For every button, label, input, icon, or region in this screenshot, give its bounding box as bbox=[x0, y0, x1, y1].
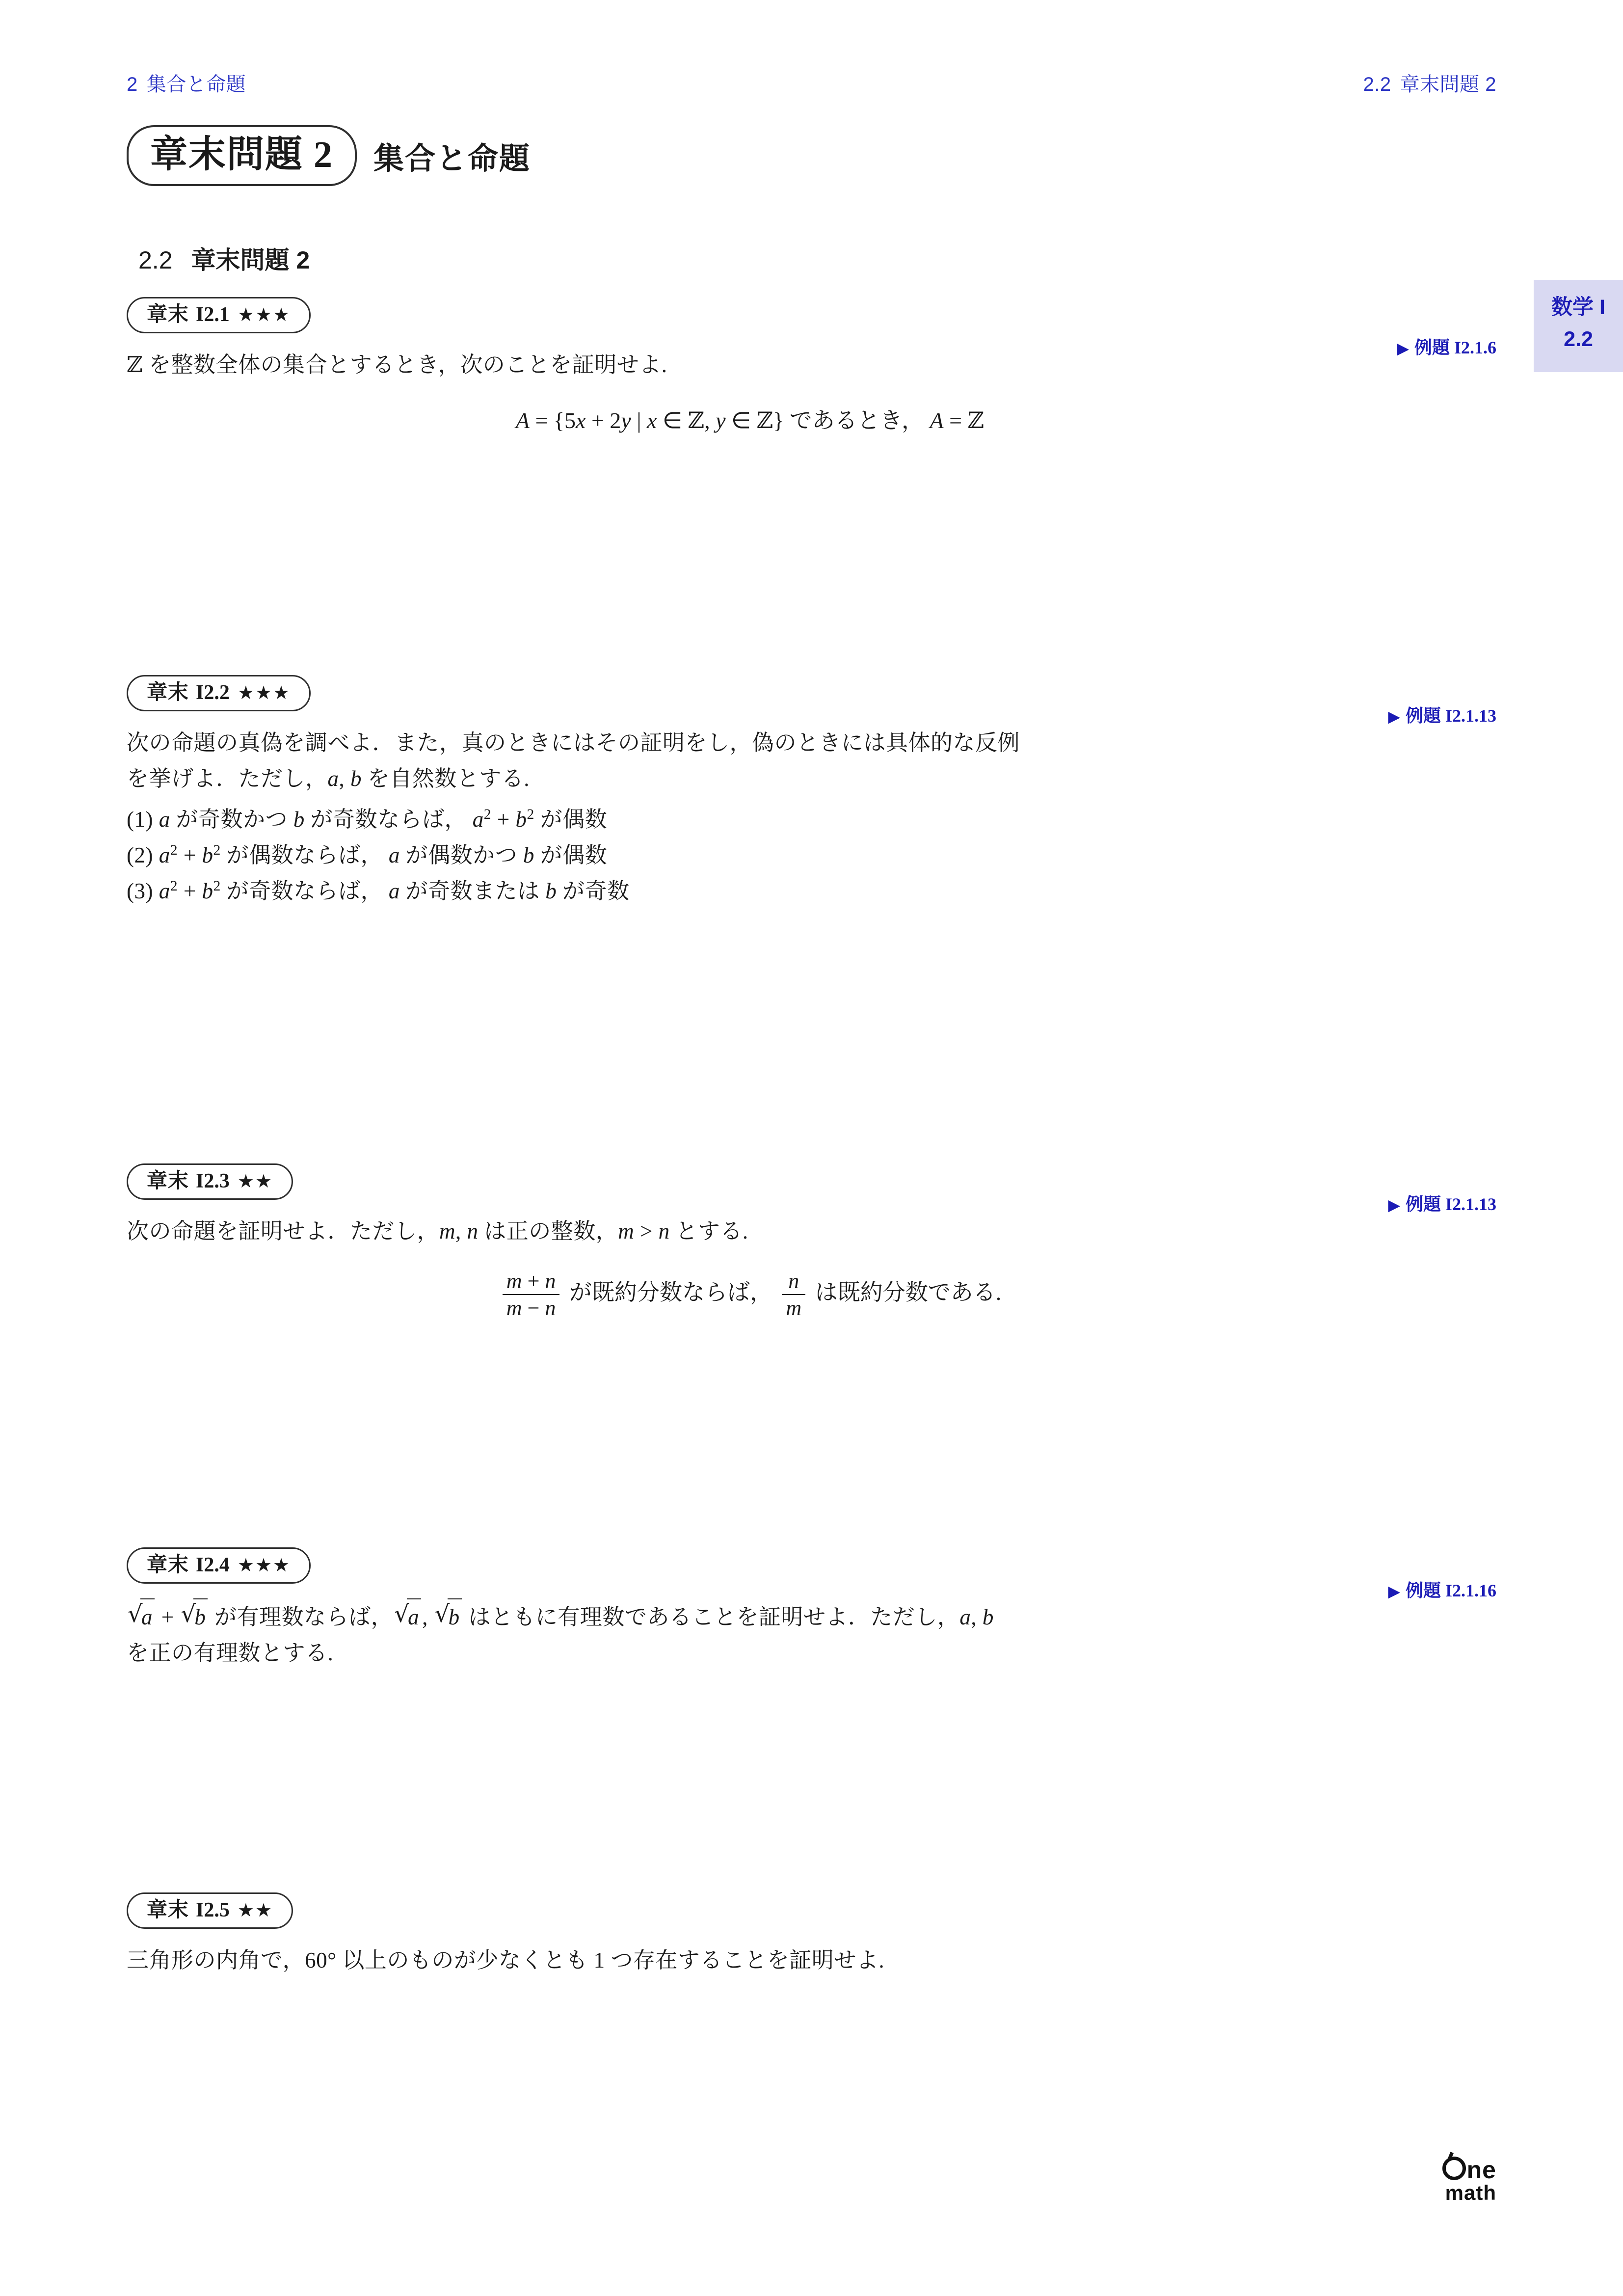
problem-display-math: A = {5x + 2y | x ∈ ℤ, y ∈ ℤ} であるとき， A = ℤ bbox=[515, 406, 984, 433]
problem-text-line: 次の命題の真偽を調べよ．また，真のときにはその証明をし，偽のときには具体的な反例 bbox=[127, 730, 1020, 755]
brand-logo bbox=[1442, 2155, 1496, 2205]
problem-label-prefix: 章末 bbox=[147, 1899, 189, 1921]
side-tab-line1: 数学 I bbox=[1551, 296, 1605, 319]
problem-xref[interactable] bbox=[1388, 1190, 1496, 1216]
problem-text bbox=[127, 1597, 1373, 1671]
problem-difficulty-stars: ★★ bbox=[237, 1171, 273, 1192]
section-number: 2.2 bbox=[138, 246, 173, 274]
sqrt-expression: √ a bbox=[128, 1597, 155, 1635]
problem-label bbox=[127, 297, 311, 333]
fraction: $\frac{n}{m}$ bbox=[782, 1269, 805, 1321]
problem-difficulty-stars: ★★★ bbox=[237, 683, 291, 703]
running-head-right-number: 2.2 bbox=[1363, 74, 1391, 95]
running-head-left bbox=[127, 69, 246, 97]
problem-display-math: $\frac{m + n}{m - n}$ が既約分数ならば， $\frac{n}{m}$ は既約分数である. bbox=[127, 1269, 1373, 1321]
fraction: $\frac{m + n}{m - n}$ bbox=[503, 1269, 560, 1321]
problem-block bbox=[127, 1547, 1373, 1671]
sqrt-expression: √ a bbox=[394, 1597, 421, 1635]
triangle-right-icon: ▶ bbox=[1397, 341, 1409, 357]
problem-text: ℤ を整数全体の集合とするとき，次のことを証明せよ. bbox=[127, 351, 667, 378]
page-title-badge: 章末問題 2 bbox=[127, 125, 357, 186]
problem-difficulty-stars: ★★★ bbox=[237, 1555, 291, 1576]
sqrt-expression: √ b bbox=[181, 1597, 208, 1635]
triangle-right-icon: ▶ bbox=[1388, 709, 1400, 725]
problem-label-id: I2.5 bbox=[196, 1899, 230, 1921]
running-head-left-text: 集合と命題 bbox=[146, 74, 246, 95]
brand-logo-line1: ne bbox=[1442, 2155, 1496, 2184]
page-title bbox=[127, 125, 531, 186]
problem-label bbox=[127, 1163, 293, 1200]
page-title-text: 集合と命題 bbox=[373, 142, 531, 176]
problem-xref-label: 例題 I2.1.13 bbox=[1405, 706, 1496, 726]
problem-xref[interactable] bbox=[1388, 702, 1496, 727]
triangle-right-icon: ▶ bbox=[1388, 1584, 1400, 1600]
problem-difficulty-stars: ★★★ bbox=[237, 305, 291, 325]
brand-logo-line2: math bbox=[1445, 2181, 1496, 2204]
problem-label bbox=[127, 675, 311, 711]
running-head-right bbox=[1363, 69, 1496, 97]
problem-xref[interactable] bbox=[1388, 1577, 1496, 1602]
problem-xref-label: 例題 I2.1.13 bbox=[1405, 1194, 1496, 1214]
list-item: (2) $a^2 + b^2$ が偶数ならば， a が偶数かつ b が偶数 bbox=[127, 842, 608, 867]
problem-text-line: を挙げよ．ただし，a, b を自然数とする. bbox=[127, 766, 530, 791]
problem-text bbox=[127, 725, 1373, 797]
section-heading bbox=[138, 241, 310, 276]
running-head-left-number: 2 bbox=[127, 74, 138, 95]
side-tab-line2: 2.2 bbox=[1564, 327, 1593, 351]
problem-difficulty-stars: ★★ bbox=[237, 1900, 273, 1921]
problem-label bbox=[127, 1892, 293, 1929]
problem-item-list bbox=[127, 802, 1373, 909]
problem-label bbox=[127, 1547, 311, 1584]
problem-text-line: √ a + √ b が有理数ならば， √ a , √ b はともに有理数であることを証明せよ．ただし，a, b bbox=[127, 1597, 1373, 1635]
problem-label-prefix: 章末 bbox=[147, 1554, 189, 1576]
problem-label-prefix: 章末 bbox=[147, 1170, 189, 1192]
running-head-right-text: 章末問題 2 bbox=[1400, 74, 1496, 95]
problem-text: 三角形の内角で，60° 以上のものが少なくとも 1 つ存在することを証明せよ. bbox=[127, 1948, 885, 1972]
problem-block bbox=[127, 297, 1373, 435]
side-tab bbox=[1534, 280, 1623, 372]
problem-xref-label: 例題 I2.1.6 bbox=[1414, 338, 1496, 357]
problem-xref-label: 例題 I2.1.16 bbox=[1405, 1581, 1496, 1600]
problem-xref[interactable] bbox=[1397, 334, 1496, 359]
problem-label-id: I2.4 bbox=[196, 1554, 230, 1576]
problem-block bbox=[127, 1892, 1373, 1978]
section-title: 章末問題 2 bbox=[191, 246, 310, 274]
problem-label-id: I2.1 bbox=[196, 303, 230, 326]
problem-label-prefix: 章末 bbox=[147, 303, 189, 326]
problem-label-id: I2.2 bbox=[196, 681, 230, 704]
o-ring-icon bbox=[1442, 2157, 1466, 2180]
problem-text: 次の命題を証明せよ．ただし，m, n は正の整数，m > n とする. bbox=[127, 1219, 748, 1243]
problem-text-line: を正の有理数とする. bbox=[127, 1640, 334, 1665]
list-item: (3) $a^2 + b^2$ が奇数ならば， a が奇数または b が奇数 bbox=[127, 878, 630, 903]
problem-label-id: I2.3 bbox=[196, 1170, 230, 1192]
list-item: (1) a が奇数かつ b が奇数ならば， $a^2 + b^2$ が偶数 bbox=[127, 806, 608, 832]
problem-label-prefix: 章末 bbox=[147, 681, 189, 704]
problem-block bbox=[127, 675, 1373, 909]
triangle-right-icon: ▶ bbox=[1388, 1197, 1400, 1214]
sqrt-expression: √ b bbox=[435, 1597, 462, 1635]
problem-block bbox=[127, 1163, 1373, 1320]
